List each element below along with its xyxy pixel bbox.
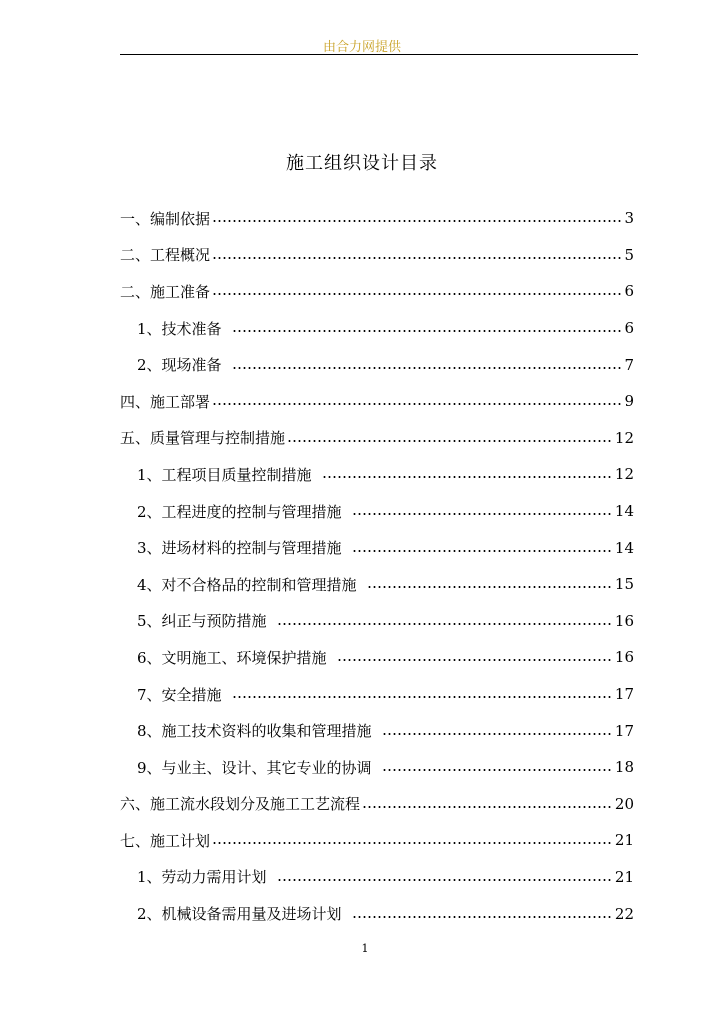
toc-entry-page: 14 bbox=[614, 502, 634, 521]
toc-entry-label: 1、劳动力需用计划 bbox=[137, 868, 267, 887]
toc-entry-label: 一、编制依据 bbox=[120, 209, 211, 228]
dot-leader bbox=[232, 696, 613, 698]
toc-entry-page: 5 bbox=[624, 245, 634, 264]
toc-entry-label: 二、施工准备 bbox=[120, 282, 211, 301]
toc-entry-label: 3、进场材料的控制与管理措施 bbox=[137, 539, 342, 558]
toc-entry-label: 七、施工计划 bbox=[120, 831, 211, 850]
dot-leader bbox=[232, 367, 623, 369]
toc-entry[interactable] bbox=[120, 639, 634, 676]
toc-entry-label: 2、工程进度的控制与管理措施 bbox=[137, 502, 342, 521]
toc-entry-page: 9 bbox=[624, 392, 634, 411]
toc-entry-label: 2、机械设备需用量及进场计划 bbox=[137, 905, 342, 924]
toc-entry-page: 16 bbox=[614, 611, 634, 630]
toc-entry[interactable] bbox=[120, 676, 634, 713]
toc-entry-page: 12 bbox=[614, 465, 634, 484]
toc-entry-label: 5、纠正与预防措施 bbox=[137, 612, 267, 631]
toc-entry-page: 3 bbox=[624, 209, 634, 228]
dot-leader bbox=[322, 476, 613, 478]
toc-entry-page: 12 bbox=[614, 428, 634, 447]
toc-entry[interactable] bbox=[120, 273, 634, 310]
toc-entry[interactable] bbox=[120, 493, 634, 530]
dot-leader bbox=[212, 257, 622, 259]
toc-entry-label: 五、质量管理与控制措施 bbox=[120, 429, 286, 448]
dot-leader bbox=[212, 293, 622, 295]
toc-entry-label: 7、安全措施 bbox=[137, 685, 222, 704]
toc-entry-label: 9、与业主、设计、其它专业的协调 bbox=[137, 758, 372, 777]
dot-leader bbox=[367, 586, 613, 588]
toc-entry[interactable] bbox=[120, 383, 634, 420]
toc-entry[interactable] bbox=[120, 895, 634, 932]
toc-entry-page: 6 bbox=[624, 282, 634, 301]
toc-entry[interactable] bbox=[120, 822, 634, 859]
toc-entry-page: 17 bbox=[614, 685, 634, 704]
toc-entry-page: 6 bbox=[624, 319, 634, 338]
toc-entry-label: 2、现场准备 bbox=[137, 356, 222, 375]
toc-entry-page: 15 bbox=[614, 575, 634, 594]
toc-entry[interactable] bbox=[120, 566, 634, 603]
toc-entry[interactable] bbox=[120, 456, 634, 493]
toc-entry-label: 四、施工部署 bbox=[120, 392, 211, 411]
toc-entry-page: 21 bbox=[614, 831, 634, 850]
toc-entry-page: 21 bbox=[614, 867, 634, 886]
toc-entry[interactable] bbox=[120, 200, 634, 237]
dot-leader bbox=[382, 769, 613, 771]
dot-leader bbox=[277, 623, 613, 625]
toc-entry[interactable] bbox=[120, 529, 634, 566]
dot-leader bbox=[277, 879, 613, 881]
table-of-contents bbox=[120, 200, 634, 932]
dot-leader bbox=[287, 440, 613, 442]
toc-entry-label: 1、技术准备 bbox=[137, 319, 222, 338]
dot-leader bbox=[212, 220, 622, 222]
toc-entry-label: 六、施工流水段划分及施工工艺流程 bbox=[120, 795, 361, 814]
toc-entry-page: 16 bbox=[614, 648, 634, 667]
page-header: 由合力网提供 bbox=[322, 40, 401, 55]
dot-leader bbox=[352, 916, 613, 918]
toc-entry[interactable] bbox=[120, 712, 634, 749]
dot-leader bbox=[337, 659, 613, 661]
toc-entry-page: 7 bbox=[624, 355, 634, 374]
toc-entry[interactable] bbox=[120, 603, 634, 640]
dot-leader bbox=[232, 330, 623, 332]
toc-entry[interactable] bbox=[120, 749, 634, 786]
toc-entry[interactable] bbox=[120, 859, 634, 896]
toc-entry-label: 8、施工技术资料的收集和管理措施 bbox=[137, 722, 372, 741]
dot-leader bbox=[352, 550, 613, 552]
toc-entry-label: 4、对不合格品的控制和管理措施 bbox=[137, 575, 357, 594]
document-title: 施工组织设计目录 bbox=[286, 153, 438, 174]
toc-entry[interactable] bbox=[120, 786, 634, 823]
toc-entry[interactable] bbox=[120, 346, 634, 383]
toc-entry-page: 17 bbox=[614, 721, 634, 740]
toc-entry-page: 14 bbox=[614, 538, 634, 557]
dot-leader bbox=[362, 806, 613, 808]
toc-entry-page: 22 bbox=[614, 904, 634, 923]
page-number: 1 bbox=[361, 942, 369, 955]
toc-entry-page: 20 bbox=[614, 794, 634, 813]
header-divider bbox=[120, 54, 638, 55]
toc-entry[interactable] bbox=[120, 310, 634, 347]
toc-entry-label: 二、工程概况 bbox=[120, 246, 211, 265]
toc-entry[interactable] bbox=[120, 237, 634, 274]
dot-leader bbox=[212, 403, 622, 405]
dot-leader bbox=[352, 513, 613, 515]
dot-leader bbox=[382, 733, 613, 735]
toc-entry[interactable] bbox=[120, 420, 634, 457]
dot-leader bbox=[212, 842, 613, 844]
toc-entry-label: 1、工程项目质量控制措施 bbox=[137, 465, 312, 484]
toc-entry-label: 6、文明施工、环境保护措施 bbox=[137, 648, 327, 667]
toc-entry-page: 18 bbox=[614, 758, 634, 777]
